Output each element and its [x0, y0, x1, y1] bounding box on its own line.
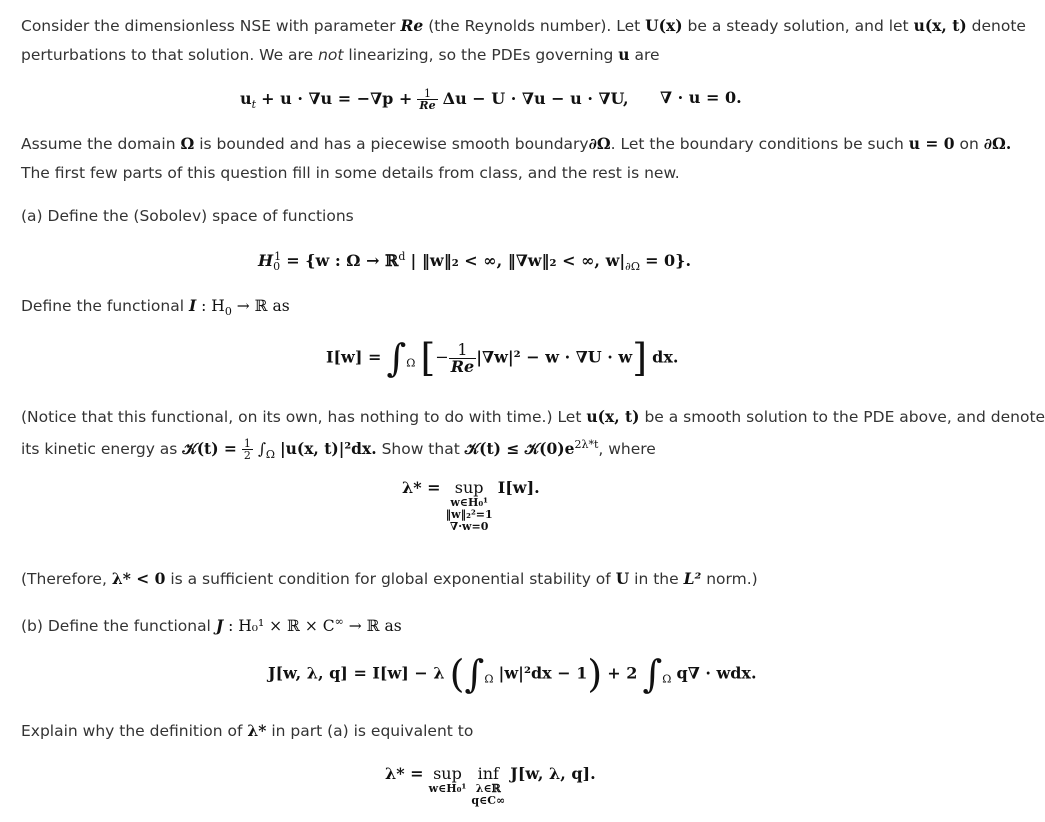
text: , where	[598, 440, 656, 458]
bracket: ]	[632, 336, 648, 380]
text: (b) Define the functional	[21, 617, 211, 635]
text: (Therefore,	[21, 570, 107, 588]
text: . Let the boundary conditions be such	[610, 135, 904, 153]
functional-J-equation	[268, 652, 757, 696]
math: ∫	[257, 440, 266, 458]
text: Consider the dimensionless NSE with parameter	[21, 17, 396, 35]
math: u	[240, 89, 252, 108]
math: Ω	[180, 134, 195, 153]
intro-line-1	[21, 12, 1026, 40]
sobolev-space-definition	[258, 250, 691, 273]
math: 𝒦(t) =	[182, 439, 237, 458]
divergence-equation: ∇ · u = 0.	[660, 88, 742, 107]
math: | ‖w‖₂ < ∞, ‖∇w‖₂ < ∞, w|	[410, 251, 626, 270]
math: dx.	[652, 347, 679, 367]
text-not: not	[318, 46, 344, 64]
math: : H₀¹ × ℝ × C	[228, 617, 335, 635]
text: denote	[971, 17, 1026, 35]
domain-line-2: The first few parts of this question fill in some details from class, and the rest is new.	[21, 164, 680, 182]
therefore-line	[21, 565, 758, 593]
math: J[w, λ, q] = I[w] − λ	[268, 663, 445, 683]
part-a-label: (a) Define the (Sobolev) space of functions	[21, 207, 354, 225]
math: I	[188, 296, 197, 315]
text: Define the functional	[21, 297, 185, 315]
math: U	[615, 569, 630, 588]
text: norm.)	[706, 570, 758, 588]
math: inf	[477, 764, 499, 783]
text: (Notice that this functional, on its own, has nothing to do with time.) Let	[21, 408, 582, 426]
text: in part (a) is equivalent to	[271, 722, 474, 740]
math: λ* < 0	[111, 569, 166, 588]
math: : H	[201, 297, 225, 315]
text: be a smooth solution to the PDE above, and denote	[644, 408, 1045, 426]
math: = 0}.	[645, 251, 692, 270]
notice-line-2	[21, 431, 656, 469]
math: Δu − U · ∇u − u · ∇U,	[442, 89, 629, 108]
math: I[w].	[497, 478, 540, 497]
math-Ux: U(x)	[645, 16, 683, 35]
math: = {w : Ω → ℝ	[286, 251, 399, 270]
math: 2λ*t	[574, 438, 599, 451]
math: u = 0	[908, 134, 955, 153]
text: Assume the domain	[21, 135, 176, 153]
intro-line-2	[21, 41, 660, 69]
math: q∇ · wdx.	[676, 663, 757, 683]
notice-line-1	[21, 403, 1045, 431]
math: sup	[454, 478, 484, 497]
math: t	[251, 98, 257, 111]
text: on	[959, 135, 979, 153]
explain-line	[21, 717, 473, 745]
fraction	[417, 88, 437, 111]
math: |∇w|² − w · ∇U · w	[476, 347, 633, 367]
math: + 2	[607, 663, 638, 683]
fraction	[449, 339, 476, 376]
frac-num: 1	[417, 88, 437, 100]
math-Re: Re	[400, 16, 424, 35]
inf-operator	[471, 764, 505, 807]
math: w∈H₀¹	[450, 496, 488, 509]
math: 0	[273, 260, 281, 273]
text: perturbations to that solution. We are	[21, 46, 314, 64]
frac-num: 1	[243, 437, 251, 450]
text: Explain why the definition of	[21, 722, 243, 740]
text: is a sufficient condition for global exponential stability of	[170, 570, 611, 588]
paren: )	[587, 652, 603, 696]
math: ∇·w=0	[449, 520, 489, 533]
lambda-star-definition	[402, 478, 540, 533]
math: → ℝ as	[236, 297, 290, 315]
integral-sign: ∫	[386, 336, 407, 380]
fraction	[242, 438, 253, 461]
frac-den: 2	[243, 449, 251, 462]
functional-def-line	[21, 292, 290, 326]
math: ∂Ω	[625, 260, 640, 273]
text: in the	[634, 570, 679, 588]
paren: (	[449, 652, 465, 696]
math: ∂Ω	[588, 134, 611, 153]
math: d	[398, 250, 406, 263]
math: u(x, t)	[586, 407, 640, 426]
math: Ω	[265, 448, 276, 461]
math: sup	[433, 764, 462, 783]
text: linearizing, so the PDEs governing	[348, 46, 614, 64]
math: J	[215, 616, 224, 635]
math: ∞	[334, 615, 344, 628]
math: 𝒦(t) ≤ 𝒦(0)e	[464, 439, 575, 458]
math: |w|²dx − 1	[498, 663, 588, 683]
text: are	[634, 46, 660, 64]
nse-equation	[240, 88, 629, 111]
sup-operator	[446, 478, 493, 533]
math: → ℝ as	[348, 617, 402, 635]
math: I[w] =	[326, 347, 382, 367]
math: ‖w‖₂²=1	[445, 508, 493, 521]
math: λ* =	[402, 478, 441, 497]
math: λ∈ℝ	[475, 782, 501, 795]
bracket: [	[420, 336, 436, 380]
math-H: H	[258, 251, 274, 270]
math: w∈H₀¹	[428, 782, 467, 795]
math-u: u	[618, 45, 630, 64]
frac-den: Re	[450, 356, 475, 376]
math: Ω	[484, 672, 494, 686]
lambda-star-equivalent	[385, 764, 596, 807]
math: q∈C∞	[471, 794, 506, 807]
part-b-label	[21, 608, 402, 640]
math-uxt: u(x, t)	[913, 16, 967, 35]
math: |u(x, t)|²dx.	[279, 439, 377, 458]
math: J[w, λ, q].	[510, 764, 596, 783]
frac-num: 1	[449, 342, 476, 359]
math: L²	[683, 569, 702, 588]
math: ∂Ω.	[983, 134, 1012, 153]
integral-sign: ∫	[642, 652, 663, 696]
math: λ*	[247, 721, 267, 740]
math: Ω	[406, 356, 416, 370]
frac-den: Re	[419, 99, 436, 112]
sup-operator	[429, 764, 467, 795]
integral-sign: ∫	[464, 652, 485, 696]
text: Show that	[381, 440, 460, 458]
math: λ* =	[385, 764, 424, 783]
text: its kinetic energy as	[21, 440, 178, 458]
math: 1	[274, 250, 282, 263]
math: + u · ∇u = −∇p +	[261, 89, 413, 108]
domain-line-1	[21, 130, 1011, 158]
text: (the Reynolds number). Let	[428, 17, 641, 35]
text: be a steady solution, and let	[687, 17, 909, 35]
text: is bounded and has a piecewise smooth boundary	[199, 135, 589, 153]
math: Ω	[662, 672, 672, 686]
math: 0	[224, 305, 232, 318]
functional-I-equation: $I[w] = \int_\Omega$ [− $\frac{1}{Re}$ |∇w|² − w · ∇U · w] dx.	[326, 336, 679, 380]
